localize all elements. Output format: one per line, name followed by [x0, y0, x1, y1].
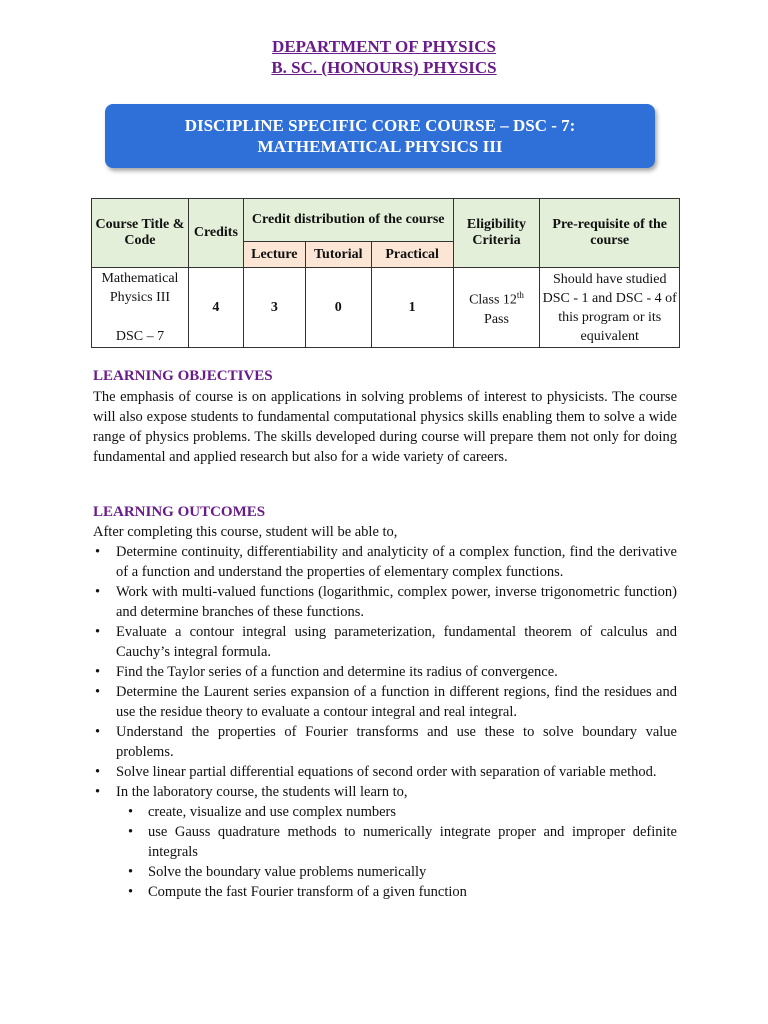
course-code: DSC – 7 — [115, 329, 165, 344]
course-name-line-2: Physics III — [109, 290, 171, 305]
lab-list-item: • Solve the boundary value problems numerically — [116, 862, 677, 882]
lab-list-item: • create, visualize and use complex numbers — [116, 802, 677, 822]
list-item: • Work with multi-valued functions (logarithmic, complex power, inverse trigonometric function) and determine branches of these functions. — [93, 582, 677, 622]
banner-line-2: MATHEMATICAL PHYSICS III — [257, 137, 503, 156]
cell-prerequisite: Should have studied DSC - 1 and DSC - 4 of this program or its equivalent — [540, 268, 680, 348]
cell-tutorial: 0 — [305, 268, 371, 348]
course-credit-table — [91, 198, 680, 348]
eligibility-main: Class 12 — [469, 292, 517, 308]
list-item: • Understand the properties of Fourier transforms and use these to solve boundary value problems. — [93, 722, 677, 762]
learning-outcomes-intro: After completing this course, student will be able to, — [93, 524, 398, 540]
banner-line-1: DISCIPLINE SPECIFIC CORE COURSE – DSC - 7: — [184, 116, 576, 135]
list-item-lab — [93, 782, 677, 902]
course-banner — [105, 104, 655, 168]
list-item: • Determine the Laurent series expansion of a function in different regions, find the residues and use the residue theory to evaluate a contour integral and real integral. — [93, 682, 677, 722]
eligibility-tail: Pass — [484, 311, 509, 327]
list-item: • Evaluate a contour integral using parameterization, fundamental theorem of calculus and Cauchy’s integral formula. — [93, 622, 677, 662]
cell-practical: 1 — [371, 268, 453, 348]
cell-eligibility — [453, 268, 540, 348]
learning-objectives-title: LEARNING OBJECTIVES — [93, 368, 273, 384]
lab-intro: In the laboratory course, the students will learn to, — [116, 784, 408, 800]
list-item: • Find the Taylor series of a function and determine its radius of convergence. — [93, 662, 677, 682]
program-title: B. SC. (HONOURS) PHYSICS — [271, 58, 497, 77]
lab-skills-list — [116, 802, 677, 902]
header-tutorial: Tutorial — [305, 242, 371, 268]
lab-list-item: • Compute the fast Fourier transform of a given function — [116, 882, 677, 902]
cell-credits: 4 — [188, 268, 243, 348]
header-prerequisite: Pre-requisite of the course — [540, 199, 680, 268]
lab-list-item: • use Gauss quadrature methods to numerically integrate proper and improper definite integrals — [116, 822, 677, 862]
learning-outcomes-title: LEARNING OUTCOMES — [93, 504, 266, 520]
department-title: DEPARTMENT OF PHYSICS — [272, 37, 496, 56]
learning-objectives-text: The emphasis of course is on applications in solving problems of interest to physicists. The course will also expose students to fundamental computational physics skills enabling them to solve a wide range of physics problems. The skills developed during course will prepare them not only for doing fundamental and applied research but also for a wide variety of careers. — [93, 389, 677, 465]
header-credits: Credits — [188, 199, 243, 268]
cell-course-title — [92, 268, 189, 348]
course-name-line-1: Mathematical — [101, 271, 179, 286]
header-course-title: Course Title & Code — [92, 199, 189, 268]
header-lecture: Lecture — [243, 242, 305, 268]
list-item: • Solve linear partial differential equations of second order with separation of variable method. — [93, 762, 677, 782]
learning-outcomes-list — [93, 542, 677, 902]
header-practical: Practical — [371, 242, 453, 268]
eligibility-sup: th — [516, 290, 524, 301]
header-eligibility: Eligibility Criteria — [453, 199, 540, 268]
list-item: • Determine continuity, differentiability and analyticity of a complex function, find the derivative of a function and understand the properties of elementary complex functions. — [93, 542, 677, 582]
cell-lecture: 3 — [243, 268, 305, 348]
header-credit-distribution: Credit distribution of the course — [243, 199, 453, 242]
